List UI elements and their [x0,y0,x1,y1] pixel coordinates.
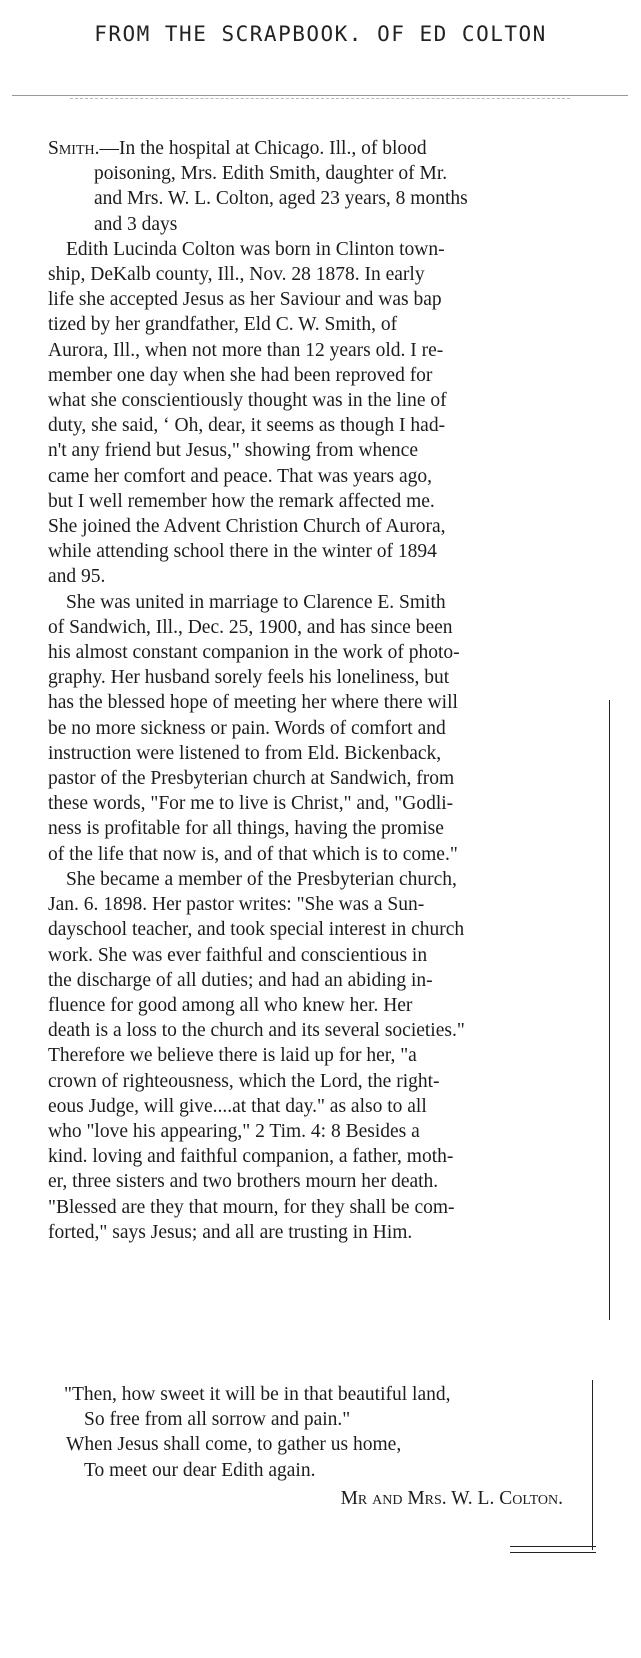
poem-line: When Jesus shall come, to gather us home, [66,1434,402,1456]
text-line: Edith Lucinda Colton was born in Clinton town- [66,238,445,260]
text-line: but I well remember how the remark affected me. [48,490,435,512]
text-line: came her comfort and peace. That was years ago, [48,465,433,487]
scrapbook-header: FROM THE SCRAPBOOK. OF ED COLTON [94,22,547,46]
text-line: She became a member of the Presbyterian church, [66,868,457,890]
poem-rule-right [592,1380,593,1550]
text-line: tized by her grandfather, Eld C. W. Smith, of [48,314,398,336]
lead-name: Smith. [48,138,100,159]
text-line: what she conscientiously thought was in the line of [48,390,447,412]
text-line: She joined the Advent Christion Church of Aurora, [48,516,446,538]
text-line: his almost constant companion in the work of photo- [48,642,460,664]
poem-line: So free from all sorrow and pain." [84,1409,351,1431]
text-line: work. She was ever faithful and conscientious in [48,944,428,966]
text-line: Aurora, Ill., when not more than 12 years old. I re- [48,339,444,361]
text-line: life she accepted Jesus as her Saviour and was bap [48,289,442,311]
text-line: crown of righteousness, which the Lord, the right- [48,1070,440,1092]
text-line: kind. loving and faithful companion, a father, moth- [48,1146,454,1168]
text-line: while attending school there in the winter of 1894 [48,541,437,563]
text-line: "Blessed are they that mourn, for they shall be com- [48,1196,455,1218]
text-line: the discharge of all duties; and had an abiding in- [48,969,433,991]
header-rule [12,95,628,96]
text-line: pastor of the Presbyterian church at Sandwich, from [48,768,455,790]
text-line: and 95. [48,566,106,588]
text-line: dayschool teacher, and took special interest in church [48,919,465,941]
text-line: She was united in marriage to Clarence E. Smith [66,591,446,613]
text-line: graphy. Her husband sorely feels his loneliness, but [48,667,450,689]
poem-line: To meet our dear Edith again. [84,1459,316,1481]
poem-line: "Then, how sweet it will be in that beautiful land, [64,1384,451,1405]
text-line: Jan. 6. 1898. Her pastor writes: "She was a Sun- [48,894,425,916]
closing-rule [510,1552,596,1553]
lead-line: and 3 days [94,213,178,235]
lead-line: poisoning, Mrs. Edith Smith, daughter of Mr. [94,163,448,185]
obituary-body [48,136,620,1245]
text-line: instruction were listened to from Eld. Bickenback, [48,742,442,764]
text-line: duty, she said, ‘ Oh, dear, it seems as though I had- [48,415,446,437]
text-line: member one day when she had been reproved for [48,364,433,386]
text-line: these words, "For me to live is Christ," and, "Godli- [48,793,454,815]
text-line: er, three sisters and two brothers mourn her death. [48,1171,439,1193]
lead-line: Smith.—In the hospital at Chicago. Ill., of blood [48,138,427,159]
text-line: fluence for good among all who knew her. Her [48,994,413,1016]
text-line: eous Judge, will give....at that day." as also to all [48,1095,427,1117]
header-rule-dashed [70,98,570,99]
text-line: death is a loss to the church and its several societies." [48,1020,465,1042]
text-line: Therefore we believe there is laid up for her, "a [48,1045,417,1067]
poem [64,1382,636,1483]
text-line: who "love his appearing," 2 Tim. 4: 8 Besides a [48,1120,420,1142]
closing-rule [510,1546,596,1547]
text-line: of Sandwich, Ill., Dec. 25, 1900, and has since been [48,616,453,638]
text-line: ship, DeKalb county, Ill., Nov. 28 1878. In early [48,264,425,286]
lead-line: and Mrs. W. L. Colton, aged 23 years, 8 months [94,188,468,210]
text-line: forted," says Jesus; and all are trusting in Him. [48,1221,413,1243]
text-line: has the blessed hope of meeting her where there will [48,692,458,714]
text-line: be no more sickness or pain. Words of comfort and [48,717,446,739]
column-rule-right [609,700,610,1320]
text-line: ness is profitable for all things, having the promise [48,818,444,840]
signature: Mr and Mrs. W. L. Colton. [340,1488,563,1509]
text-line: n't any friend but Jesus," showing from whence [48,440,418,462]
text-line: of the life that now is, and of that which is to come." [48,843,458,865]
